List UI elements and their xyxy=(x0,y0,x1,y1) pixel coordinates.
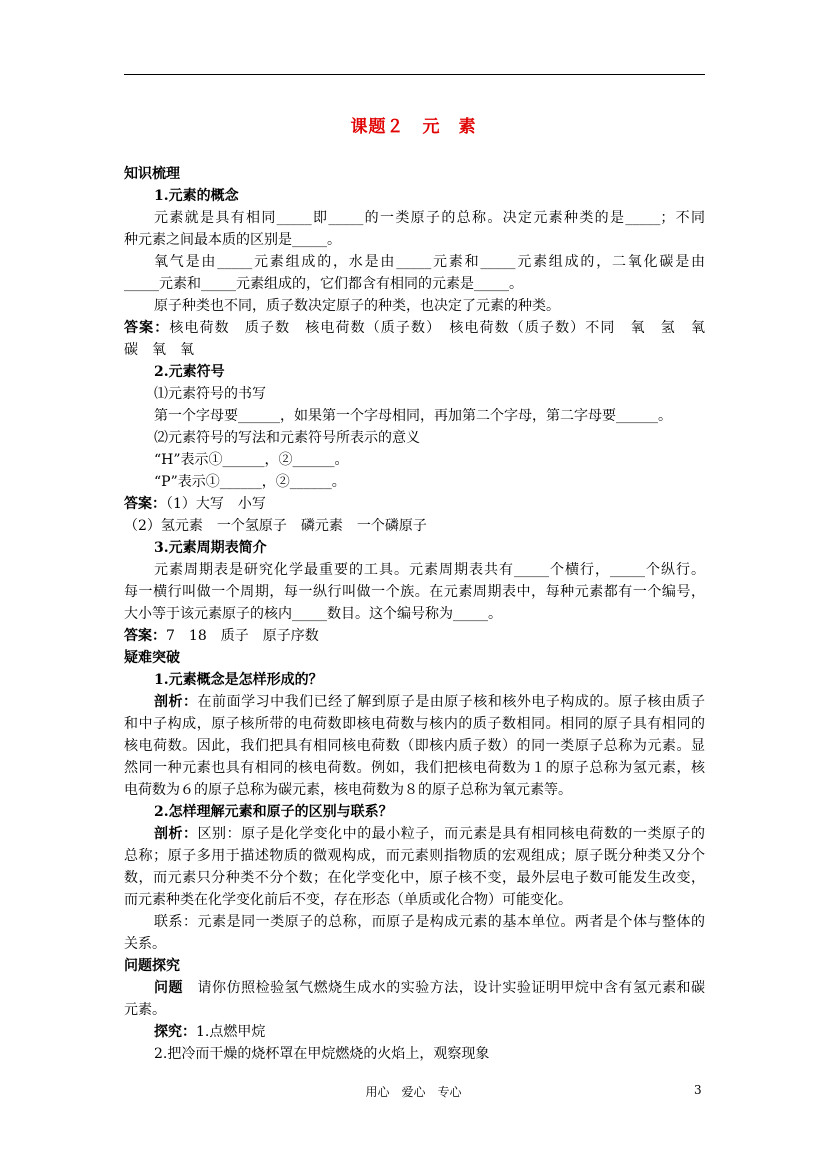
paragraph-line: 第一个字母要______，如果第一个字母相同，再加第二个字母，第二字母要______。 xyxy=(154,408,672,424)
paragraph-line: 元素周期表是研究化学最重要的工具。元素周期表共有_____个横行，_____个纵行。 xyxy=(154,562,705,578)
paragraph-line: 关系。 xyxy=(124,936,166,952)
paragraph-line: 原子种类也不同，质子数决定原子的种类，也决定了元素的种类。 xyxy=(154,298,560,314)
answer-line: （2）氢元素 一个氢原子 磷元素 一个磷原子 xyxy=(124,518,427,534)
paragraph-line: ⑵元素符号的写法和元素符号所表示的意义 xyxy=(154,430,420,446)
paragraph-line: 元素就是具有相同_____即_____的一类原子的总称。决定元素种类的是_____；不同 xyxy=(154,210,705,226)
question-label: 问题 xyxy=(154,980,184,996)
paragraph-line: 大小等于该元素原子的核内_____数目。这个编号称为_____。 xyxy=(124,606,502,622)
answer-line: 答案：（1）大写 小写 xyxy=(124,496,266,512)
paragraph-line: 核电荷数。因此，我们把具有相同核电荷数（即核内质子数）的同一类原子总称为元素。显 xyxy=(124,738,705,754)
paragraph-line: 和中子构成，原子核所带的电荷数即核电荷数与核内的质子数相同。相同的原子具有相同的 xyxy=(124,716,705,732)
page-footer: 用心 爱心 专心 xyxy=(365,1085,462,1099)
paragraph-line: 剖析：区别：原子是化学变化中的最小粒子，而元素是具有相同核电荷数的一类原子的 xyxy=(154,826,706,842)
paragraph-line: 然同一种元素也具有相同的核电荷数。例如，我们把核电荷数为１的原子总称为氢元素，核 xyxy=(124,760,705,776)
answer-label: 答案： xyxy=(124,628,166,644)
explore-label: 探究： xyxy=(154,1024,196,1040)
answer-line: 答案：7 18 质子 原子序数 xyxy=(124,628,319,644)
answer-label: 答案： xyxy=(124,496,166,512)
analysis-label: 剖析： xyxy=(154,826,198,842)
answer-line: 碳 氧 氧 xyxy=(124,342,194,358)
paragraph-line: “H”表示①______，②______。 xyxy=(154,452,349,468)
subsection-heading: 1.元素的概念 xyxy=(154,188,239,204)
subsection-heading: 2.元素符号 xyxy=(154,364,225,380)
paragraph-line: 种元素之间最本质的区别是_____。 xyxy=(124,232,341,248)
paragraph-line: 剖析：在前面学习中我们已经了解到原子是由原子核和核外电子构成的。原子核由质子 xyxy=(154,694,706,710)
paragraph-line: 每一横行叫做一个周期，每一纵行叫做一个族。在元素周期表中，每种元素都有一个编号， xyxy=(124,584,705,600)
paragraph-line: 2.把冷而干燥的烧杯罩在甲烷燃烧的火焰上，观察现象 xyxy=(154,1046,490,1062)
header-rule xyxy=(124,74,705,75)
paragraph-line: _____元素和_____元素组成的，它们都含有相同的元素是_____。 xyxy=(124,276,523,292)
paragraph-line: ⑴元素符号的书写 xyxy=(154,386,266,402)
answer-line: 答案：核电荷数 质子数 核电荷数（质子数） 核电荷数（质子数）不同 氧 氢 氧 xyxy=(124,320,706,336)
paragraph-line: 联系：元素是同一类原子的总称，而原子是构成元素的基本单位。两者是个体与整体的 xyxy=(154,914,705,930)
subsection-heading: 1.元素概念是怎样形成的？ xyxy=(154,672,323,688)
section-heading: 知识梳理 xyxy=(124,166,180,182)
paragraph-line: 而元素种类在化学变化前后不变，存在形态（单质或化合物）可能变化。 xyxy=(124,892,572,908)
paragraph-line: 总称；原子多用于描述物质的微观构成，而元素则指物质的宏观组成；原子既分种类又分个 xyxy=(124,848,705,864)
paragraph-line: 氧气是由_____元素组成的，水是由_____元素和_____元素组成的，二氧化碳是由 xyxy=(154,254,705,270)
paragraph-line: 问题 请你仿照检验氢气燃烧生成水的实验方法，设计实验证明甲烷中含有氢元素和碳 xyxy=(154,980,706,996)
subsection-heading: 2.怎样理解元素和原子的区别与联系？ xyxy=(154,804,393,820)
section-heading: 疑难突破 xyxy=(124,650,180,666)
analysis-label: 剖析： xyxy=(154,694,198,710)
section-heading: 问题探究 xyxy=(124,958,180,974)
page-number: 3 xyxy=(694,1083,702,1097)
paragraph-line: 数，而元素只分种类不分个数；在化学变化中，原子核不变，最外层电子数可能发生改变， xyxy=(124,870,705,886)
paragraph-line: 探究：1.点燃甲烷 xyxy=(154,1024,266,1040)
paragraph-line: “P”表示①______，②______。 xyxy=(154,474,346,490)
answer-label: 答案： xyxy=(124,320,170,336)
paragraph-line: 元素。 xyxy=(124,1002,166,1018)
paragraph-line: 电荷数为６的原子总称为碳元素，核电荷数为８的原子总称为氧元素等。 xyxy=(124,782,572,798)
page-title: 课题２ 元 素 xyxy=(350,117,477,137)
subsection-heading: 3.元素周期表简介 xyxy=(154,540,267,556)
